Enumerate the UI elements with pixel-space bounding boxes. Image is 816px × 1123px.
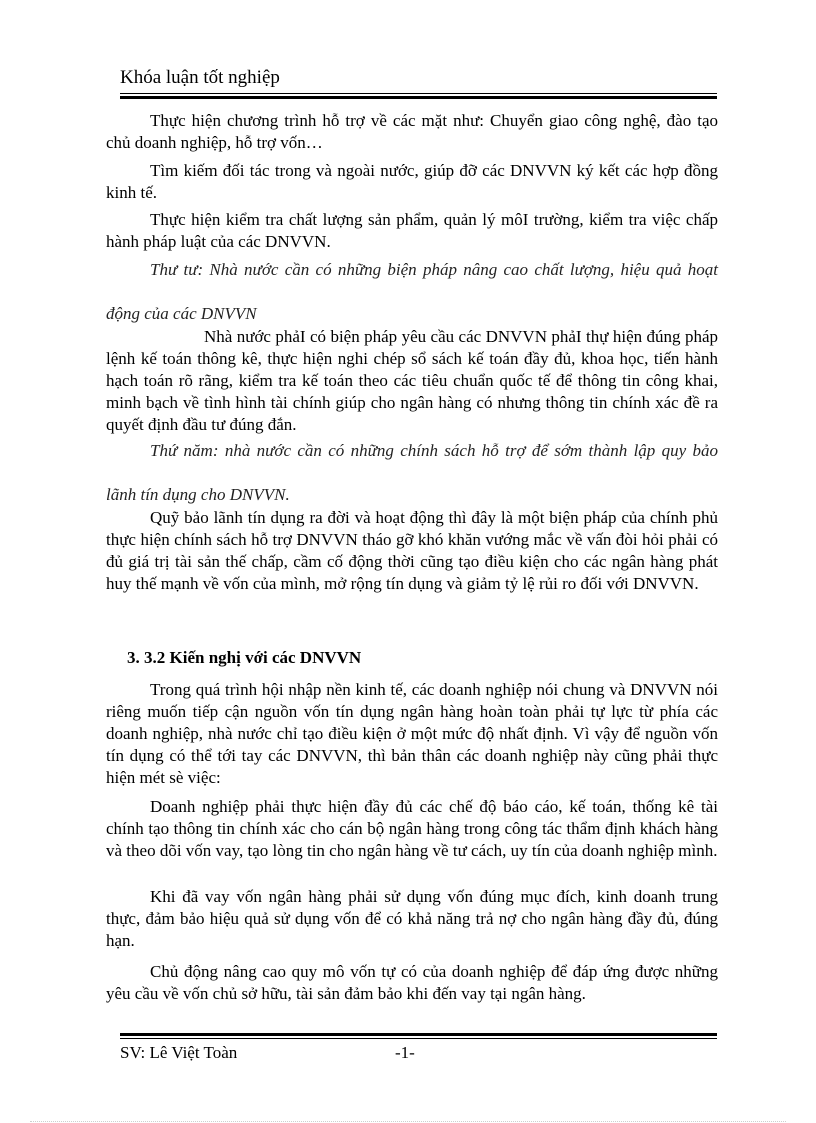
page-bottom-border [30, 1121, 786, 1122]
footer-page-number: -1- [395, 1043, 415, 1062]
paragraph-support-programs: Thực hiện chương trình hỗ trợ về các mặt như: Chuyển giao công nghệ, đào tạo chủ doanh nghiệp, hỗ trợ vốn… [106, 111, 718, 152]
header-rule-top [120, 93, 717, 94]
paragraph-find-partners: Tìm kiếm đối tác trong và ngoài nước, giúp đỡ các DNVVN ký kết các hợp đồng kinh tế. [106, 161, 718, 202]
paragraph-quality-inspection: Thực hiện kiểm tra chất lượng sản phẩm, quản lý môI trường, kiểm tra việc chấp hành pháp luật của các DNVVN. [106, 210, 718, 251]
footer-rule-bottom [120, 1038, 717, 1039]
paragraph-fourth-measure: Thư tư: Nhà nước cần có những biện pháp nâng cao chất lượng, hiệu quả hoạt động của các DNVVN [106, 260, 718, 323]
paragraph-accounting-requirements: Nhà nước phảI có biện pháp yêu cầu các DNVVN phảI thự hiện đúng pháp lệnh kế toán thông kê, thực hiện nghi chép sổ sách kế toán đầy đủ, khoa học, tiến hành hạch toán rõ rãng, kiểm tra kế toán theo các tiêu chuẩn quốc tế để thông tin công khai, minh bạch về tình hình tài chính giúp cho ngân hàng có nhưng thông tin chính xác đề ra quyết định đầu tư đúng đắn. [106, 327, 718, 434]
paragraph-loan-usage: Khi đã vay vốn ngân hàng phải sử dụng vốn đúng mục đích, kinh doanh trung thực, đảm bảo hiệu quả sử dụng vốn để có khả năng trả nợ cho ngân hàng đầy đủ, đúng hạn. [106, 887, 718, 950]
footer-student-name: SV: Lê Việt Toàn [120, 1043, 238, 1062]
paragraph-integration: Trong quá trình hội nhập nền kinh tế, các doanh nghiệp nói chung và DNVVN nói riêng muốn tiếp cận nguồn vốn tín dụng ngân hàng hoàn toàn phải tự lực từ phía các doanh nghiệp, nhà nước chỉ tạo điều kiện ở một mức độ nhất định. Vì vậy để nguồn vốn tín dụng có thể tới tay các DNVVN, thì bản thân các doanh nghiệp này cũng phải thực hiện mét sè việc: [106, 680, 718, 787]
paragraph-reporting: Doanh nghiệp phải thực hiện đầy đủ các chế độ báo cáo, kế toán, thống kê tài chính tạo thông tin chính xác cho cán bộ ngân hàng trong công tác thẩm định khách hàng và theo dõi vốn vay, tạo lòng tin cho ngân hàng về tư cách, uy tín của doanh nghiệp mình. [106, 797, 718, 860]
paragraph-equity: Chủ động nâng cao quy mô vốn tự có của doanh nghiệp để đáp ứng được những yêu cầu về vốn chủ sở hữu, tài sản đảm bảo khi đến vay tại ngân hàng. [106, 962, 718, 1003]
paragraph-fifth-measure: Thứ năm: nhà nước cần có những chính sách hỗ trợ để sớm thành lập quy bảo lãnh tín dụng cho DNVVN. [106, 441, 718, 504]
section-heading: 3. 3.2 Kiến nghị với các DNVVN [127, 648, 362, 667]
paragraph-guarantee-fund: Quỹ bảo lãnh tín dụng ra đời và hoạt động thì đây là một biện pháp của chính phủ thực hiện chính sách hỗ trợ DNVVN tháo gỡ khó khăn vướng mắc về vấn đòi hỏi phải có đủ giá trị tài sản thế chấp, cầm cố động thời cũng tạo điều kiện cho các ngân hàng phát huy thế mạnh về vốn của mình, mở rộng tín dụng và giảm tỷ lệ rủi ro đối với DNVVN. [106, 508, 718, 593]
document-header-title: Khóa luận tốt nghiệp [120, 67, 280, 88]
header-rule-bottom [120, 96, 717, 99]
footer-rule-top [120, 1033, 717, 1036]
